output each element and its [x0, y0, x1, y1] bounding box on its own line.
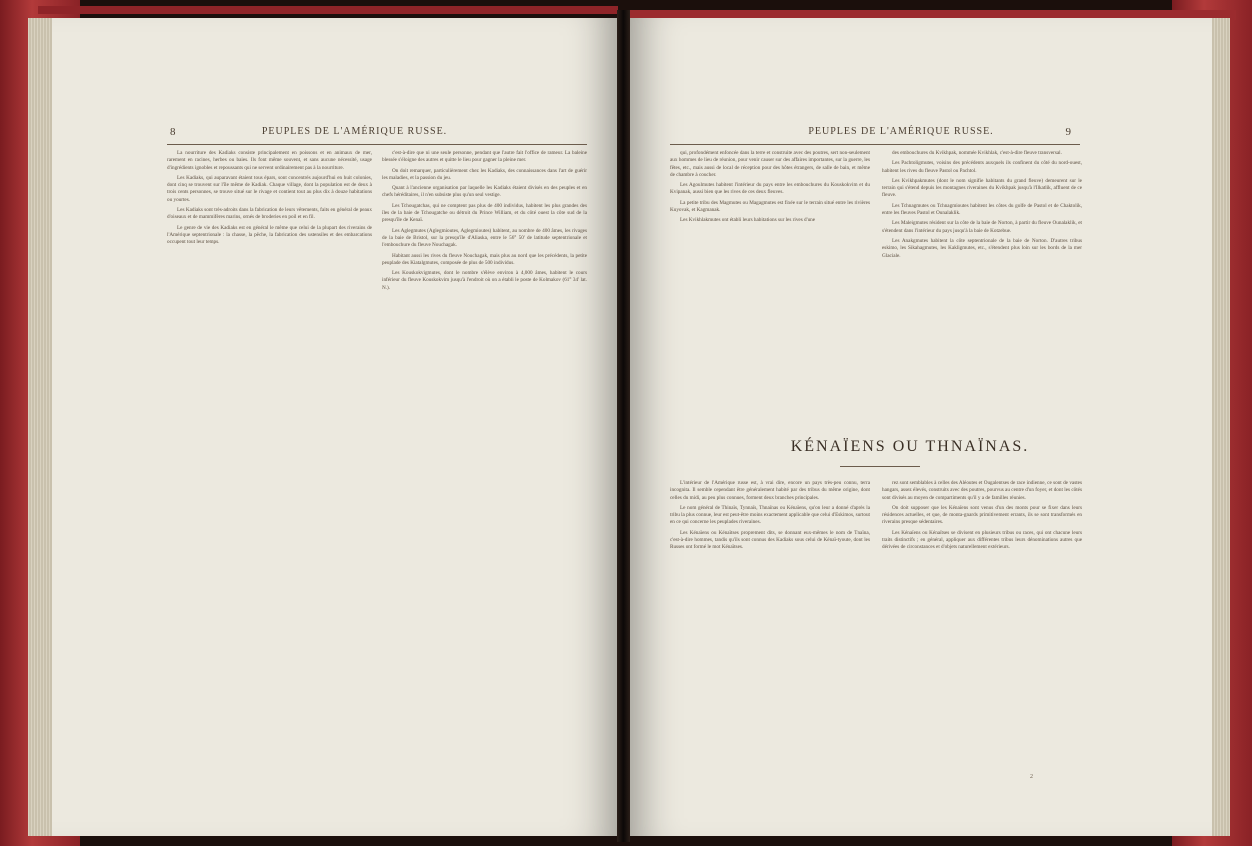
right-running-title: PEUPLES DE L'AMÉRIQUE RUSSE. [808, 126, 994, 137]
paragraph: Le nom général de Thinaïs, Tynnaïs, Thnaïnas ou Kénaïens, qu'on leur a donné d'après la tribu la plus connue, leur est peut-être moins exactement applicable que celui d'Eskimos, surtout en ce qui concerne les peuplades riveraines. [670, 504, 870, 526]
paragraph: Les Tchougatchas, qui ne comptent pas plus de 400 individus, habitent les plus grandes des îles de la baie de Tchougatche ou détroit du Prince William, et du côté ouest la côte sud de la presqu'île de Kenaï. [382, 202, 587, 224]
right-page-header [630, 126, 1212, 144]
paragraph: Les Kouskokvigmutes, dont le nombre s'élève environ à 4,000 âmes, habitent le cours inférieur du fleuve Kouskokvim jusqu'à l'endroit où on a établi le poste de Kolmakov (61° 34' lat. N.). [382, 270, 587, 291]
paragraph: Les Kvikhpakmutes (dont le nom signifie habitants du grand fleuve) demeurent sur le terrain qui s'étend depuis les montagnes riveraines du Kvikhpak jusqu'à l'Ilkatlik, affluent de ce fleuve. [882, 177, 1082, 199]
cover-edge-top-left [38, 6, 618, 14]
paragraph: Les Anakgmutes habitent la côte septentrionale de la baie de Norton. D'autres tribus eskimo, les Sikahagmutes, les Kakligmutes, etc., s'étendent plus loin sur les bords de la mer Glaciale. [882, 237, 1082, 259]
right-column-4 [882, 480, 1082, 800]
paragraph: Les Pachtoligmutes, voisins des précédents auxquels ils confinent du côté du nord-ouest, habitent les rives du fleuve Pastol ou Pachtol. [882, 160, 1082, 174]
right-page-number: 9 [1065, 126, 1072, 138]
book-gutter [617, 10, 630, 842]
paragraph: Les Kénaïens ou Kénaïtses proprement dits, se donnant eux-mêmes le nom de Tnaïna, c'est-à-dire hommes, tandis qu'ils sont connus des Kadiaks sous celui de Kénaï-tyoute, dont les Russes ont formé le mot Kénaïtses. [670, 529, 870, 551]
left-column-2 [382, 150, 587, 830]
paragraph: Le genre de vie des Kadiaks est en général le même que celui de la plupart des riverains de l'Amérique septentrionale : la chasse, la pêche, la fabrication des ustensiles et des embarcations occupent tout leur temps. [167, 224, 372, 246]
right-header-rule [670, 144, 1080, 145]
signature-mark: 2 [1030, 774, 1033, 780]
right-column-2 [882, 150, 1082, 418]
paragraph: qui, profondément enfoncée dans la terre et construite avec des poutres, sert non-seulement aux hommes de lieu de réunion, pour venir causer sur des affaires importantes, sur la guerre, les fêtes, etc., mais aussi de local de réception pour des hôtes étrangers, de salle de bain, et même de chambre à coucher. [670, 150, 870, 178]
paragraph: Les Kvikhlakmutes ont établi leurs habitations sur les rives d'une [680, 217, 816, 224]
left-header-rule [167, 144, 587, 145]
left-running-title: PEUPLES DE L'AMÉRIQUE RUSSE. [261, 126, 448, 137]
right-column-3 [670, 480, 870, 800]
paragraph: Les Kadiaks, qui auparavant étaient tous épars, sont concentrés aujourd'hui en huit colonies, dont cinq se trouvent sur l'île même de Kadiak. Chaque village, dont la population est de deux à trois cents personnes, se trouve situé sur le rivage et contient tout au plus dix à douze habitations ou yourtes. [167, 174, 372, 203]
paragraph: Quant à l'ancienne organisation par laquelle les Kadiaks étaient divisés en des peuples et en chefs héréditaires, il n'en subsiste plus qu'un seul vestige. [382, 185, 587, 199]
paragraph: Habitant aussi les rives du fleuve Nouchagak, mais plus au nord que les précédents, la petite peuplade des Kiatalgmutes, composée de plus de 500 individus. [382, 252, 587, 266]
right-page [630, 18, 1212, 836]
paragraph: rez sont semblables à celles des Aléoutes et Ougalentses de race indienne, ce sont de vastes hangars, assez élevés, construits avec des poutres, pourvus au centre d'un foyer, et dont les côtés sont divisés au moyen de compartiments qu'il y a de familles réunies. [882, 480, 1082, 501]
paragraph: Les Maleigmutes résident sur la côte de la baie de Norton, à partir du fleuve Ounalaklik, et s'étendent dans l'intérieur du pays jusqu'à la baie de Kotzebue. [882, 220, 1082, 234]
right-column-1 [670, 150, 870, 418]
paragraph: La petite tribu des Magmutes ou Magagmutes est fixée sur le terrain situé entre les rivières Kuyovak, et Kagmanak. [670, 199, 870, 214]
paragraph: Les Agoulmutes habitent l'intérieur du pays entre les embouchures du Kouskokvim et du Kvipanak, aussi bien que les rives de ces deux fleuves. [670, 182, 870, 196]
paragraph: La nourriture des Kadiaks consiste principalement en poissons et en animaux de mer, rarement en racines, herbes ou baies. Ils font même souvent, et sans aucune nécessité, usage d'ingrédients ignobles et repoussants qui ne servent ordinairement pas à la nourriture. [167, 150, 372, 171]
paragraph: des embouchures du Kvikhpak, nommée Kvikhlak, c'est-à-dire fleuve transversal. [892, 150, 1062, 156]
paragraph: L'intérieur de l'Amérique russe est, à vrai dire, encore un pays très-peu connu, terra incognita. Il semble cependant être généralement habité par des tribus du même origine, dont celles du midi, au peu plus connues, forment deux branches principales. [670, 480, 870, 501]
left-page-header [52, 126, 617, 144]
paragraph: On doit supposer que les Kénaïens sont venus d'un des monts pour se fixer dans leurs résidences actuelles, et que, de monta-gnards primitivement errants, ils se sont transformés en riverains presque sédentaires. [882, 504, 1082, 526]
left-column-1 [167, 150, 372, 830]
left-page [52, 18, 617, 836]
paragraph: Les Kadiaks sont très-adroits dans la fabrication de leurs vêtements, faits en général de peaux d'oiseaux et de mammifères marins, ornés de broderies en poil et en fil. [167, 207, 372, 221]
paragraph: Les Kénaïens ou Kénaïtses se divisent en plusieurs tribus ou races, qui ont chacune leurs traits distinctifs ; en général, appliquer aux différentes tribus leurs dénominations autres que dérivées de circonstances et d'objets naturellement extérieurs. [882, 529, 1082, 551]
left-page-number: 8 [170, 126, 177, 138]
paragraph: On doit remarquer, particulièrement chez les Kadiaks, des connaissances dans l'art de guérir les maladies, et la passion du jeu. [382, 167, 587, 181]
paragraph: c'est-à-dire que ni une seule personne, pendant que l'autre fait l'office de rameur. La baleine blessée s'éloigne des autres et quitte le lieu pour gagner la pleine mer. [382, 150, 587, 164]
paragraph: Les Aglegmutes (Aglegmioutes, Aglegmioutes) habitent, au nombre de 400 âmes, les rivages de la baie de Bristol, sur la presqu'île d'Aliaska, entre le 56° 50' de latitude septentrionale et l'embouchure du fleuve Nouchagak. [382, 227, 587, 249]
paragraph: Les Tchnagmutes ou Tchnagmioutes habitent les côtes du golfe de Pastol et de Chaktolik, entre les fleuves Pastol et Ounalaklik. [882, 202, 1082, 217]
section-title: KÉNAÏENS OU THNAÏNAS. [790, 438, 1030, 455]
section-title-rule [840, 466, 920, 467]
